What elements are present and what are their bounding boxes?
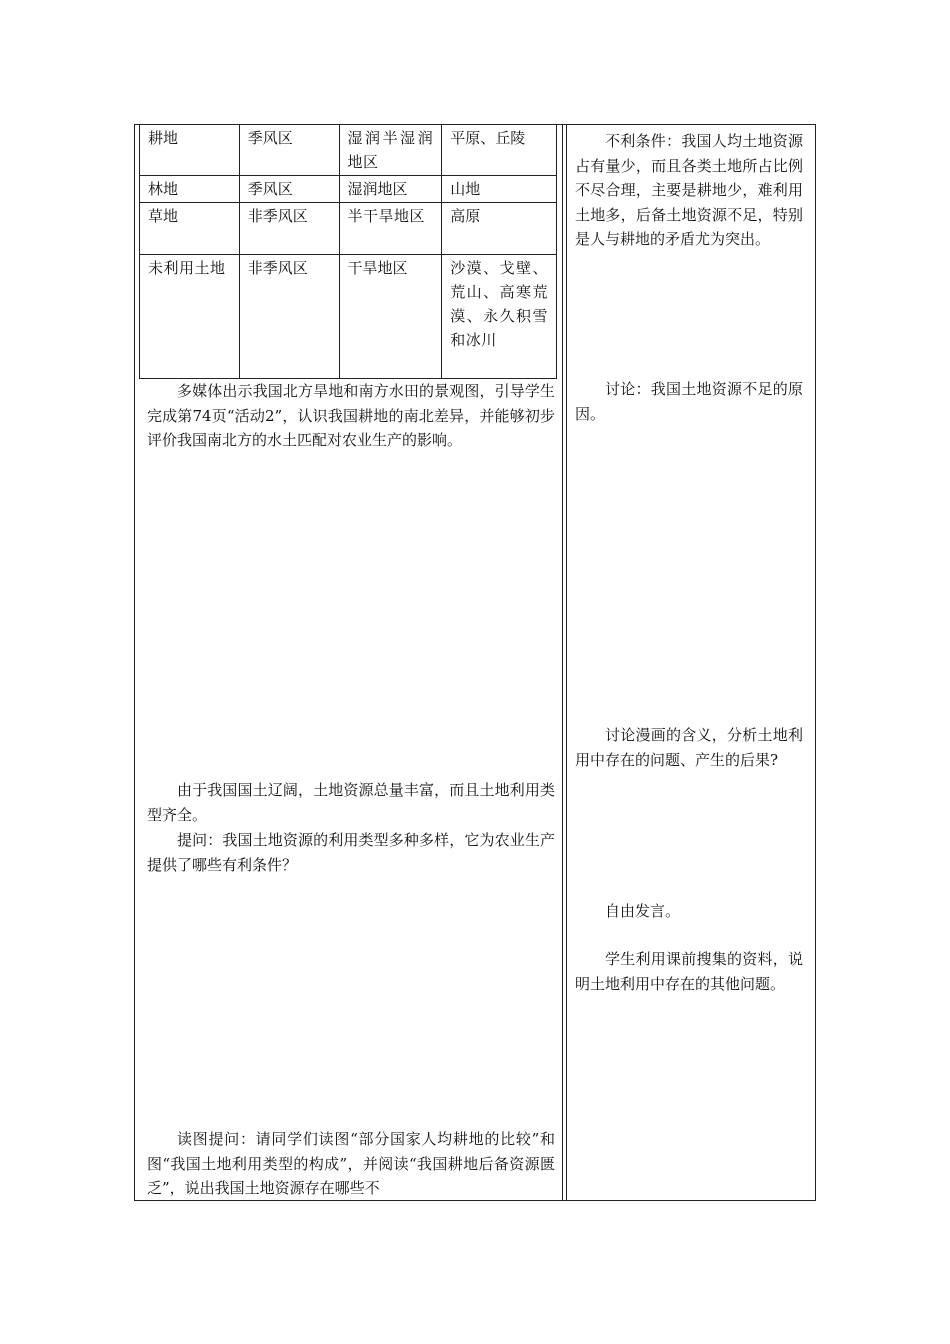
table-cell: 平原、丘陵: [442, 125, 557, 176]
table-cell: 林地: [140, 176, 240, 203]
table-cell: 季风区: [239, 176, 339, 203]
table-row: [140, 125, 557, 176]
right-paragraph-unfavorable: 不利条件：我国人均土地资源占有量少，而且各类土地所占比例不尽合理，主要是耕地少，难利用土地多，后备土地资源不足，特别是人与耕地的矛盾尤为突出。: [575, 132, 803, 248]
table-row: [140, 255, 557, 379]
left-paragraph-map-reading: 读图提问：请同学们读图“部分国家人均耕地的比较”和图“我国土地利用类型的构成”，并阅读“我国耕地后备资源匮乏”，说出我国土地资源存在哪些不: [147, 1130, 555, 1197]
table-cell: 非季风区: [239, 203, 339, 255]
right-paragraph-student-materials: 学生利用课前搜集的资料，说明土地利用中存在的其他问题。: [575, 950, 803, 993]
right-column: [566, 125, 808, 1200]
land-use-table: [139, 125, 557, 379]
left-paragraph-land-resources: 由于我国国土辽阔，土地资源总量丰富，而且土地利用类型齐全。: [147, 781, 555, 824]
right-paragraph-cartoon: 讨论漫画的含义，分析土地利用中存在的问题、产生的后果?: [575, 726, 803, 769]
table-row: [140, 176, 557, 203]
table-cell: 沙漠、戈壁、荒山、高寒荒漠、永久积雪和冰川: [442, 255, 557, 379]
table-row: [140, 203, 557, 255]
table-cell: 草地: [140, 203, 240, 255]
table-cell: 湿润半湿润地区: [339, 125, 442, 176]
table-cell: 耕地: [140, 125, 240, 176]
table-cell: 山地: [442, 176, 557, 203]
left-paragraph-multimedia: 多媒体出示我国北方旱地和南方水田的景观图，引导学生完成第74页“活动2”，认识我国耕地的南北差异，并能够初步评价我国南北方的水土匹配对农业生产的影响。: [147, 382, 555, 449]
table-cell: 季风区: [239, 125, 339, 176]
table-cell: 高原: [442, 203, 557, 255]
table-cell: 半干旱地区: [339, 203, 442, 255]
left-column: [135, 125, 562, 1200]
left-paragraph-question: 提问：我国土地资源的利用类型多种多样，它为农业生产提供了哪些有利条件？: [147, 831, 555, 874]
table-cell: 干旱地区: [339, 255, 442, 379]
column-divider: [562, 125, 563, 1200]
table-cell: 未利用土地: [140, 255, 240, 379]
lesson-plan-table: [134, 124, 816, 1201]
table-cell: 非季风区: [239, 255, 339, 379]
right-paragraph-free-speech: 自由发言。: [605, 902, 681, 920]
table-cell: 湿润地区: [339, 176, 442, 203]
right-paragraph-discussion: 讨论：我国土地资源不足的原因。: [575, 380, 803, 423]
